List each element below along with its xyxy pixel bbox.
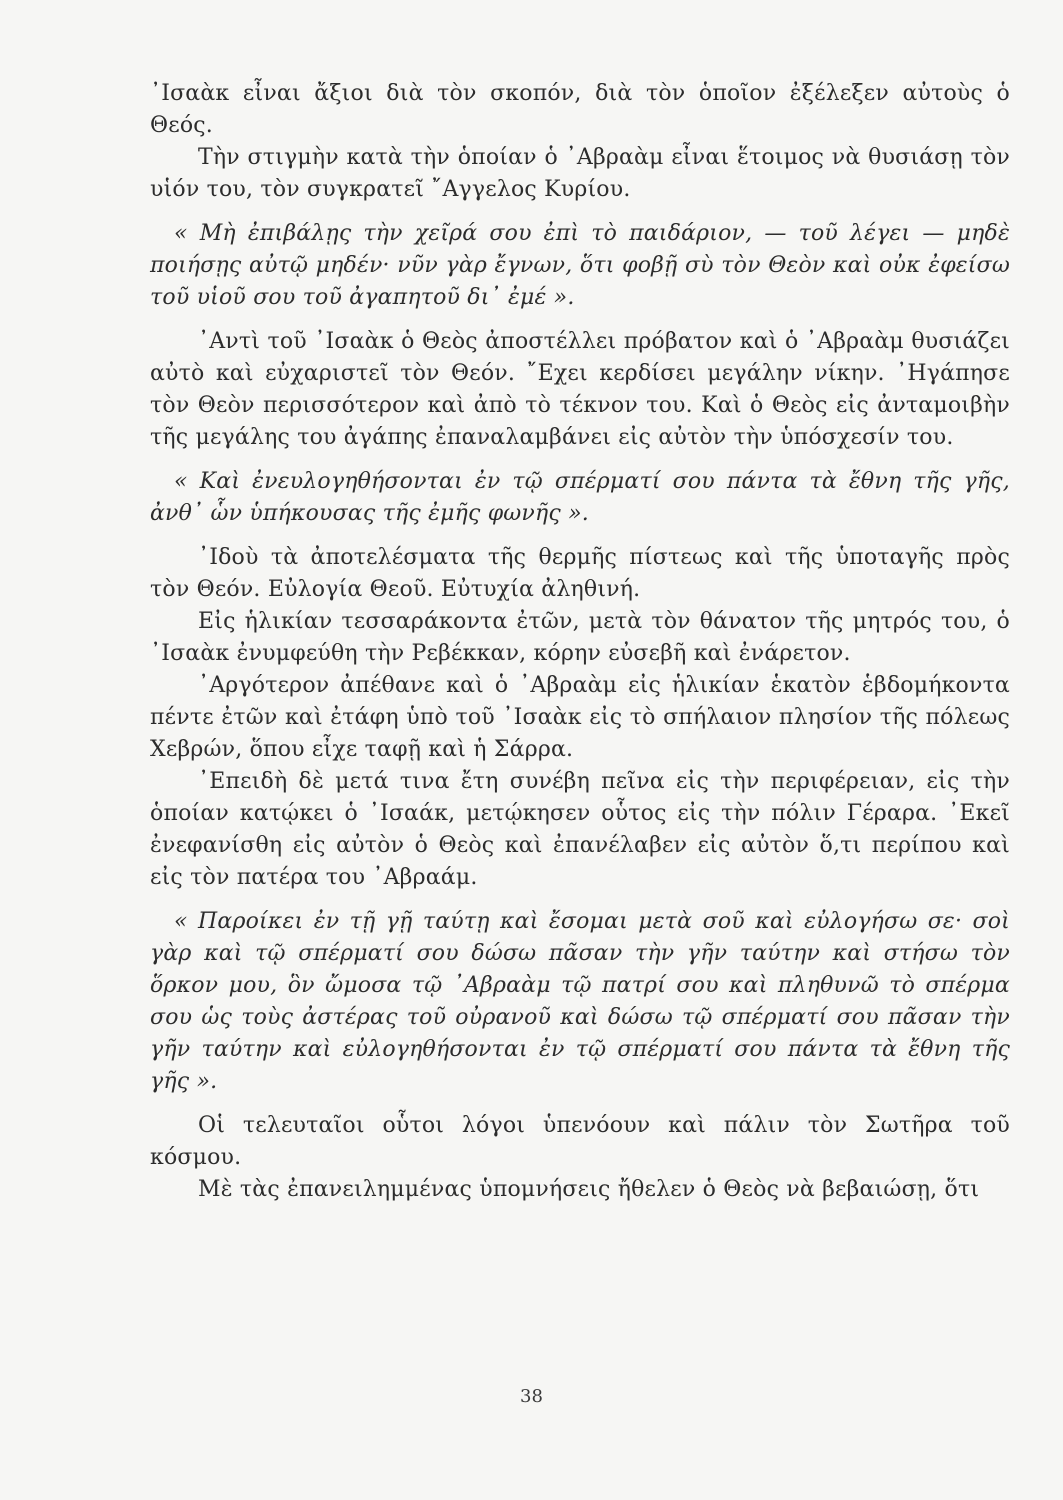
paragraph-7: ᾿Επειδὴ δὲ μετά τινα ἔτη συνέβη πεῖνα εἰς τὴν περιφέρειαν, εἰς τὴν ὁποίαν κατῴκει ὁ ᾿Ισαάκ, μετῴκησεν οὗτος εἰς τὴν πόλιν Γέραρα. ᾿Εκεῖ ἐνεφανίσθη εἰς αὐτὸν ὁ Θεὸς καὶ ἐπανέλαβεν εἰς αὐτὸν ὅ,τι περίπου καὶ εἰς τὸν πατέρα του ᾿Αβραάμ.	[150, 769, 1010, 890]
body-text	[150, 78, 1010, 1206]
paragraph-1: ᾿Ισαὰκ εἶναι ἄξιοι διὰ τὸν σκοπόν, διὰ τὸν ὁποῖον ἐξέλεξεν αὐτοὺς ὁ Θεός.	[150, 81, 1010, 138]
paragraph-3: ᾿Αντὶ τοῦ ᾿Ισαὰκ ὁ Θεὸς ἀποστέλλει πρόβατον καὶ ὁ ᾿Αβραὰμ θυσιάζει αὐτὸ καὶ εὐχαριστεῖ τὸν Θεόν. ῎Εχει κερδίσει μεγάλην νίκην. ᾿Ηγάπησε τὸν Θεὸν περισσότερον καὶ ἀπὸ τὸ τέκνον του. Καὶ ὁ Θεὸς εἰς ἀνταμοιβὴν τῆς μεγάλης του ἀγάπης ἐπαναλαμβάνει εἰς αὐτὸν τὴν ὑπόσχεσίν του.	[150, 329, 1010, 450]
page-number: 38	[520, 1386, 543, 1407]
paragraph-6: ᾿Αργότερον ἀπέθανε καὶ ὁ ᾿Αβραὰμ εἰς ἡλικίαν ἑκατὸν ἑβδομήκοντα πέντε ἐτῶν καὶ ἐτάφη ὑπὸ τοῦ ᾿Ισαὰκ εἰς τὸ σπήλαιον πλησίον τῆς πόλεως Χεβρών, ὅπου εἶχε ταφῇ καὶ ἡ Σάρρα.	[150, 673, 1010, 762]
paragraph-4: ᾿Ιδοὺ τὰ ἀποτελέσματα τῆς θερμῆς πίστεως καὶ τῆς ὑποταγῆς πρὸς τὸν Θεόν. Εὐλογία Θεοῦ. Εὐτυχία ἀληθινή.	[150, 545, 1010, 602]
paragraph-2: Τὴν στιγμὴν κατὰ τὴν ὁποίαν ὁ ᾿Αβραὰμ εἶναι ἕτοιμος νὰ θυσιάσῃ τὸν υἱόν του, τὸν συγκρατεῖ ῎Αγγελος Κυρίου.	[150, 145, 1010, 202]
paragraph-5: Εἰς ἡλικίαν τεσσαράκοντα ἐτῶν, μετὰ τὸν θάνατον τῆς μητρός του, ὁ ᾿Ισαὰκ ἐνυμφεύθη τὴν Ρεβέκκαν, κόρην εὐσεβῆ καὶ ἐνάρετον.	[150, 609, 1010, 666]
quote-3: « Παροίκει ἐν τῇ γῇ ταύτῃ καὶ ἔσομαι μετὰ σοῦ καὶ εὐλογήσω σε· σοὶ γὰρ καὶ τῷ σπέρματί σου δώσω πᾶσαν τὴν γῆν ταύτην καὶ στήσω τὸν ὅρκον μου, ὃν ὤμοσα τῷ ᾿Αβραὰμ τῷ πατρί σου καὶ πληθυνῶ τὸ σπέρμα σου ὡς τοὺς ἀστέρας τοῦ οὐρανοῦ καὶ δώσω τῷ σπέρματί σου πᾶσαν τὴν γῆν ταύτην καὶ εὐλογηθήσονται ἐν τῷ σπέρματί σου πάντα τὰ ἔθνη τῆς γῆς ».	[150, 909, 1010, 1094]
paragraph-8: Οἱ τελευταῖοι οὗτοι λόγοι ὑπενόουν καὶ πάλιν τὸν Σωτῆρα τοῦ κόσμου.	[150, 1113, 1010, 1170]
quote-1: « Μὴ ἐπιβάλῃς τὴν χεῖρά σου ἐπὶ τὸ παιδάριον, — τοῦ λέγει — μηδὲ ποιήσῃς αὐτῷ μηδέν· νῦν γὰρ ἔγνων, ὅτι φοβῇ σὺ τὸν Θεὸν καὶ οὐκ ἐφείσω τοῦ υἱοῦ σου τοῦ ἀγαπητοῦ δι᾿ ἐμέ ».	[150, 221, 1010, 310]
quote-2: « Καὶ ἐνευλογηθήσονται ἐν τῷ σπέρματί σου πάντα τὰ ἔθνη τῆς γῆς, ἀνθ᾿ ὧν ὑπήκουσας τῆς ἐμῆς φωνῆς ».	[150, 469, 1010, 526]
paragraph-9: Μὲ τὰς ἐπανειλημμένας ὑπομνήσεις ἤθελεν ὁ Θεὸς νὰ βεβαιώσῃ, ὅτι	[198, 1177, 980, 1202]
